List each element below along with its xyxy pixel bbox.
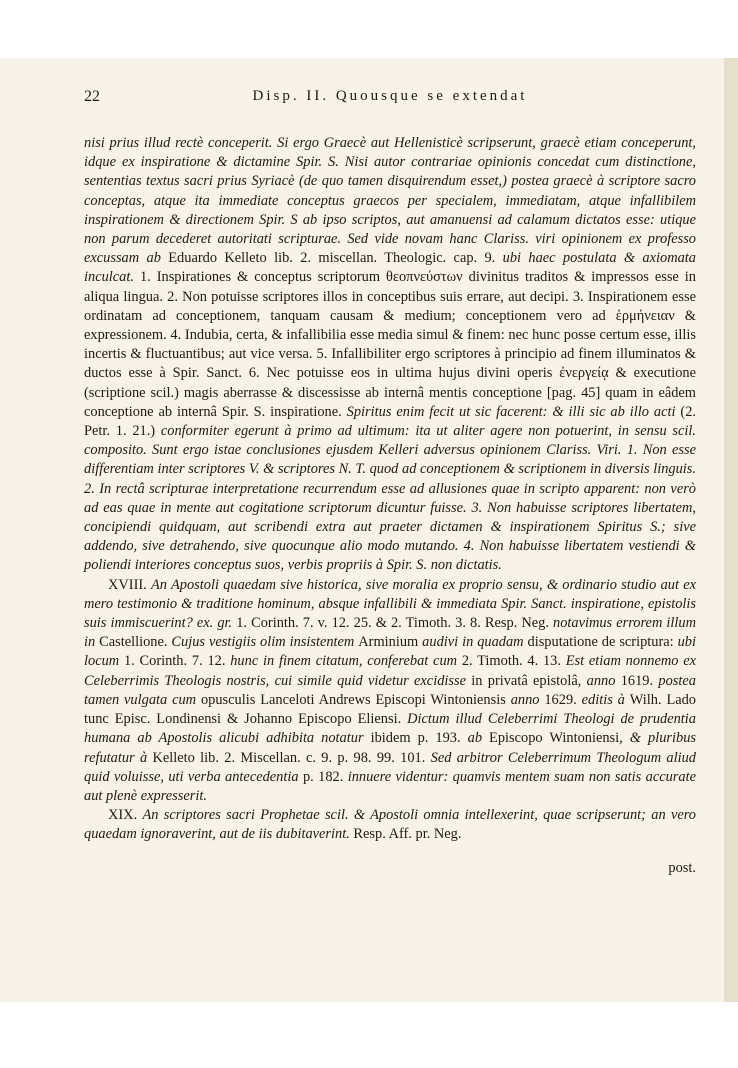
- text-run: Wilh. Lado tunc Episc. Londinensi & Johanno Episcopo Eliensi.: [84, 691, 697, 728]
- text-run: 1. Corinth. 7. 12.: [123, 653, 231, 670]
- text-run: 1. Inspirationes & conceptus scriptorum θεοπνεύστων divinitus traditos & impressos esse in aliqua lingua. 2. Non potuisse scriptores illos in conceptibus suis errare, aut decipi. 3. Inspirationem esse ordinatam ad conceptionem, tanquam causam & medium; conceptionem vero ad ἑρμήνειαν & expressionem. 4. Indubia, certa, & infallibilia esse media simul & finem: nec hunc posse certum esse, illis incertis & fluctuantibus; aut vice versa. 5. Infallibiliter ergo scriptores à principio ad finem illuminatos & ductos esse à Spir. Sanct. 6. Nec potuisse eos in ultima hujus divini operis ἐνεργείᾳ & executione (scriptione scil.) magis aberrasse & discessisse ab internâ mentis conceptione [pag. 45] quam in eâdem conceptione ab internâ Spir. S. inspiratione.: [84, 269, 696, 420]
- text-run: in privatâ epistolâ,: [471, 672, 587, 689]
- italic-run: nisi prius illud rectè conceperit. Si ergo Graecè aut Hellenisticè scripserunt, graecè etiam conceperunt, idque ex inspiratione & dictamine Spir. S. Nisi autor contrariae opinionis concedat cum distinctione, sententias textus sacri prius Syriacè (de quo tamen disquirendum esset,) postea graecè à scriptore sacro conceptas, atque ita immediate conceptus graecos per specialem, immediatam, atque infallibilem inspirationem & directionem Spir. S ab ipso scriptos, aut amanuensi ad calamum dictatos esse: utique non parum decederet autoritati scripturae. Sed vide novam hanc Clariss. viri opinionem ex professo excussam ab: [84, 135, 696, 267]
- text-run: Kelleto lib. 2. Miscellan. c. 9. p. 98. 99. 101.: [152, 749, 431, 766]
- body-text: [84, 134, 696, 862]
- text-run: 1619.: [620, 672, 659, 689]
- catchword: post.: [668, 860, 696, 876]
- italic-run: Spiritus enim fecit ut sic facerent: & illi sic ab illo acti: [346, 403, 681, 420]
- italic-run: Cujus vestigiis olim insistentem: [171, 634, 359, 651]
- italic-run: ubi locum: [84, 634, 696, 670]
- text-run: Arminium: [358, 634, 423, 651]
- italic-run: An scriptores sacri Prophetae scil. & Apostoli omnia intellexerint, quae scripserunt; an vero quaedam ignoraverint, aut de iis dubitaverint.: [84, 807, 696, 843]
- text-run: Resp. Aff. pr. Neg.: [353, 826, 462, 843]
- bottom-margin: [0, 1002, 738, 1068]
- text-run: Episcopo Wintoniensi,: [489, 730, 630, 747]
- paragraph-xix: [84, 806, 696, 844]
- italic-run: & pluribus refutatur à: [84, 730, 696, 766]
- page-edge: [724, 58, 738, 1002]
- italic-run: conformiter egerunt à primo ad ultimum: ita ut aliter agere non potuerint, in sensu scil. composito. Sunt ergo istae conclusiones ejusdem Kelleri adversus opinionem Clariss. Viri. 1. Non esse differentiam inter scriptores V. & scriptores N. T. quod ad conceptionem & scriptionem in diversis linguis. 2. In rectâ scripturae interpretatione recurrendum esse ad allusiones quae in scripto apparent: non verò ad eas quae in mente aut cogitatione scriptorum dicuntur fuisse. 3. Non habuisse scriptores libertatem, concipiendi quidquam, aut scribendi extra aut praeter dictamen & inspirationem Spiritus S.; sive addendo, sive detrahendo, sive quocunque alio modo mutando. 4. Non habuisse libertatem vestiendi & poliendi interiores conceptus suos, verbis propriis à Spir. S. non dictatis.: [84, 423, 696, 574]
- text-run: ibidem p. 193.: [370, 730, 468, 747]
- text-run: Castellione.: [99, 634, 172, 651]
- top-margin: [0, 0, 738, 58]
- italic-run: Dictum illud Celeberrimi Theologi de prudentia humana ab Apostolis alicubi adhibita notatur: [84, 711, 696, 747]
- italic-run: anno: [586, 672, 621, 689]
- italic-run: anno: [510, 691, 545, 708]
- paragraph-xviii: [84, 576, 696, 806]
- italic-run: Est etiam nonnemo ex Celeberrimis Theologis nostris, cui simile quid videtur excidisse: [84, 653, 696, 689]
- italic-run: innuere videntur: quamvis mentem suam non satis accurate aut plenè expresserit.: [84, 768, 696, 804]
- italic-run: Sed arbitror Celeberrimum Theologum aliud quid voluisse, uti verba antecedentia: [84, 749, 696, 785]
- italic-run: An Apostoli quaedam sive historica, sive moralia ex proprio sensu, & ordinario studio aut ex mero testimonio & traditione hominum, absque infallibili & immediata Spir. Sanct. inspiratione, epistolis suis immiscuerint? ex. gr.: [84, 576, 696, 632]
- paragraph-1: [84, 134, 696, 576]
- text-run: 2. Timoth. 4. 13.: [461, 653, 566, 670]
- text-run: XIX.: [108, 807, 143, 824]
- italic-run: postea tamen vulgata cum: [84, 672, 696, 708]
- page-header: [84, 88, 696, 112]
- text-run: 1629.: [544, 691, 582, 708]
- italic-run: ab: [467, 730, 490, 747]
- text-run: Eduardo Kelleto lib. 2. miscellan. Theologic. cap. 9.: [168, 250, 503, 267]
- text-run: XVIII.: [108, 576, 152, 593]
- text-run: 1. Corinth. 7. v. 12. 25. & 2. Timoth. 3. 8. Resp. Neg.: [236, 615, 553, 632]
- text-run: opusculis Lanceloti Andrews Episcopi Wintoniensis: [200, 691, 511, 708]
- text-run: disputatione de scriptura:: [527, 634, 678, 651]
- italic-run: notavimus errorem illum in: [84, 615, 696, 651]
- running-title: Disp. II. Quousque se extendat: [252, 88, 528, 104]
- italic-run: hunc in finem citatum, conferebat cum: [230, 653, 462, 670]
- italic-run: editis à: [581, 691, 630, 708]
- italic-run: audivi in quadam: [422, 634, 528, 651]
- italic-run: ubi haec postulata & axiomata inculcat.: [84, 250, 696, 286]
- page-number: 22: [84, 88, 100, 105]
- text-run: (2. Petr. 1. 21.): [84, 403, 696, 440]
- text-run: p. 182.: [302, 768, 348, 785]
